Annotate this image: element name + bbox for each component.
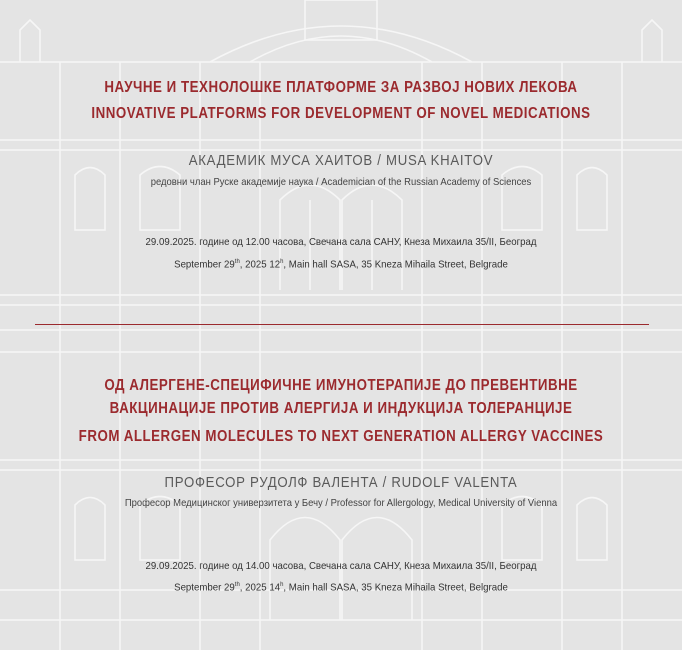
lecture2-info-english-part1: September 29 (174, 581, 235, 594)
lecture1-title-english: INNOVATIVE PLATFORMS FOR DEVELOPMENT OF NOVEL MEDICATIONS (91, 105, 591, 122)
lecture1-speaker: АКАДЕМИК МУСА ХАИТОВ / MUSA KHAITOV (188, 152, 494, 169)
lecture2-speaker: ПРОФЕСОР РУДОЛФ ВАЛЕНТА / RUDOLF VALENTA (164, 474, 518, 491)
lecture1-info-english-sup2: h (280, 258, 284, 265)
lecture2-title-serbian-line2: ВАКЦИНАЦИЈЕ ПРОТИВ АЛЕРГИЈА И ИНДУКЦИЈА ТОЛЕРАНЦИЈЕ (109, 400, 573, 417)
lecture2-info-serbian: 29.09.2025. године од 14.00 часова, Свечана сала САНУ, Кнеза Михаила 35/II, Београд (145, 560, 537, 572)
lecture1-info-serbian: 29.09.2025. године од 12.00 часова, Свечана сала САНУ, Кнеза Михаила 35/II, Београд (145, 236, 537, 248)
section-divider (35, 324, 649, 325)
lecture1-info-english-part2: , 2025 12 (239, 258, 281, 271)
lecture1-info-english-part3: , Main hall SASA, 35 Kneza Mihaila Street, Belgrade (283, 258, 508, 271)
lecture2-info-english-part3: , Main hall SASA, 35 Kneza Mihaila Street, Belgrade (283, 581, 508, 594)
lecture2-speaker-role: Професор Медицинског универзитета у Бечу / Professor for Allergology, Medical University of Vienna (124, 497, 558, 509)
lecture2-info-english-part2: , 2025 14 (239, 581, 281, 594)
lecture2-info-english-sup2: h (280, 581, 284, 588)
lecture1-title-serbian: НАУЧНЕ И ТЕХНОЛОШКЕ ПЛАТФОРМЕ ЗА РАЗВОЈ НОВИХ ЛЕКОВА (104, 79, 578, 96)
lecture1-info-english-sup1: th (234, 258, 240, 265)
lecture2-info-english-sup1: th (234, 581, 240, 588)
lecture2-title-english: FROM ALLERGEN MOLECULES TO NEXT GENERATION ALLERGY VACCINES (78, 428, 604, 445)
lecture1-info-english (27, 258, 654, 271)
lecture2-info-english (27, 581, 654, 594)
lecture1-speaker-role: редовни члан Руске академије наука / Academician of the Russian Academy of Sciences (150, 176, 532, 188)
lecture1-info-english-part1: September 29 (174, 258, 235, 271)
lecture2-title-serbian-line1: ОД АЛЕРГЕНЕ-СПЕЦИФИЧНЕ ИМУНОТЕРАПИЈЕ ДО ПРЕВЕНТИВНЕ (104, 377, 578, 394)
